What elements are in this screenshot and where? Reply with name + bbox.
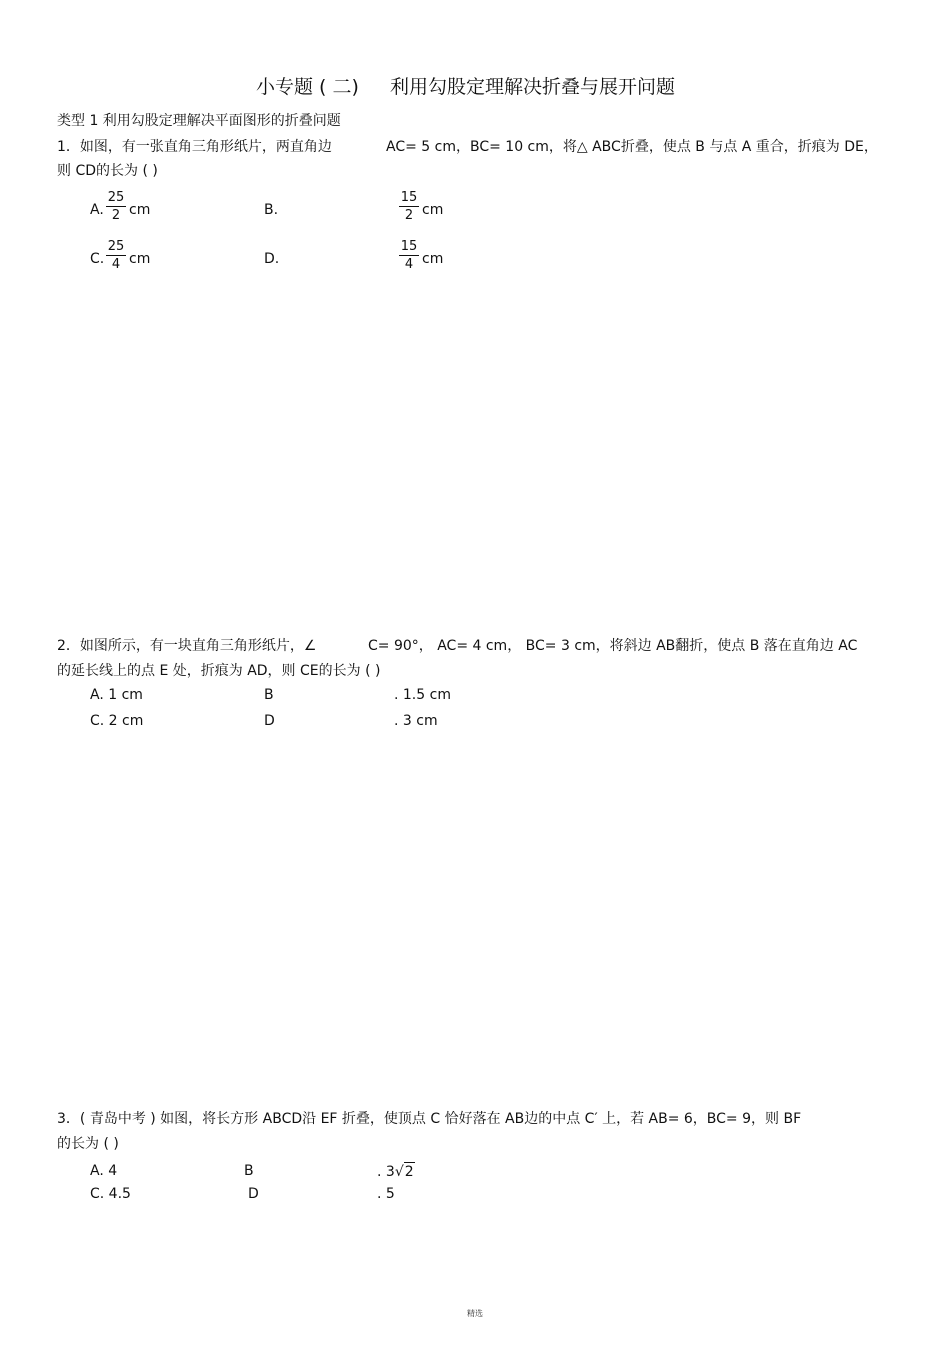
q1-option-c-numerator: 25 [107,239,125,254]
title-main: 小专题 ( 二) [256,76,359,98]
q1-option-b-fraction [399,190,419,223]
q3-option-d-value: . 5 [377,1186,395,1202]
title-sub: 利用勾股定理解决折叠与展开问题 [390,76,676,98]
q2-line1a: 2．如图所示，有一块直角三角形纸片，∠ [57,638,317,654]
q1-option-d-fraction [399,239,419,272]
q3-option-b-prefix: . 3 [377,1164,395,1180]
q1-option-a-numerator: 25 [107,190,125,205]
q3-option-c: C. 4.5 [90,1186,131,1202]
q1-line2: 则 CD的长为 ( ) [57,163,158,179]
q2-option-b-value: . 1.5 cm [394,687,451,703]
q1-option-c-unit: cm [129,251,151,267]
q1-option-d-denominator: 4 [404,257,414,272]
q2-line1b: C= 90°， AC= 4 cm， BC= 3 cm，将斜边 AB翻折，使点 B 落在直角边 AC [368,638,858,654]
q1-line1: 1．如图，有一张直角三角形纸片，两直角边 [57,139,332,155]
q1-option-a-fraction [106,190,126,223]
q1-option-a-denominator: 2 [111,208,121,223]
q1-line1-conditions: AC= 5 cm，BC= 10 cm，将△ ABC折叠，使点 B 与点 A 重合，折痕为 DE， [386,139,878,155]
q1-option-c-denominator: 4 [111,257,121,272]
radical-sign-icon: √ [394,1164,404,1180]
q2-option-d-label: D [264,713,275,729]
q2-line2: 的延长线上的点 E 处，折痕为 AD，则 CE的长为 ( ) [57,663,381,679]
q2-option-d-value: . 3 cm [394,713,438,729]
page-footer: 精选 [467,1309,483,1318]
q1-option-a-unit: cm [129,202,151,218]
q2-option-c: C. 2 cm [90,713,144,729]
q3-option-a: A. 4 [90,1163,118,1179]
q3-option-b-radicand: 2 [404,1164,414,1180]
q3-option-b-label: B [244,1163,254,1179]
q2-option-b-label: B [264,687,274,703]
sqrt-symbol [395,1162,415,1181]
q1-option-c-label: C. [90,251,105,267]
q1-option-d-numerator: 15 [400,239,418,254]
q1-option-b-denominator: 2 [404,208,414,223]
q1-option-a-label: A. [90,202,104,218]
q1-option-b-label: B. [264,202,279,218]
q1-option-c-fraction [106,239,126,272]
q3-line2: 的长为 ( ) [57,1136,119,1152]
q3-option-b-value [377,1162,415,1181]
section-heading: 类型 1 利用勾股定理解决平面图形的折叠问题 [57,113,341,129]
q2-option-a: A. 1 cm [90,687,143,703]
q3-option-d-label: D [248,1186,259,1202]
q1-option-b-numerator: 15 [400,190,418,205]
q1-option-b-unit: cm [422,202,444,218]
q3-line1: 3．( 青岛中考 ) 如图，将长方形 ABCD沿 EF 折叠，使顶点 C 恰好落在 AB边的中点 C′ 上，若 AB= 6，BC= 9，则 BF [57,1111,802,1127]
q1-option-d-label: D. [264,251,280,267]
q1-option-d-unit: cm [422,251,444,267]
